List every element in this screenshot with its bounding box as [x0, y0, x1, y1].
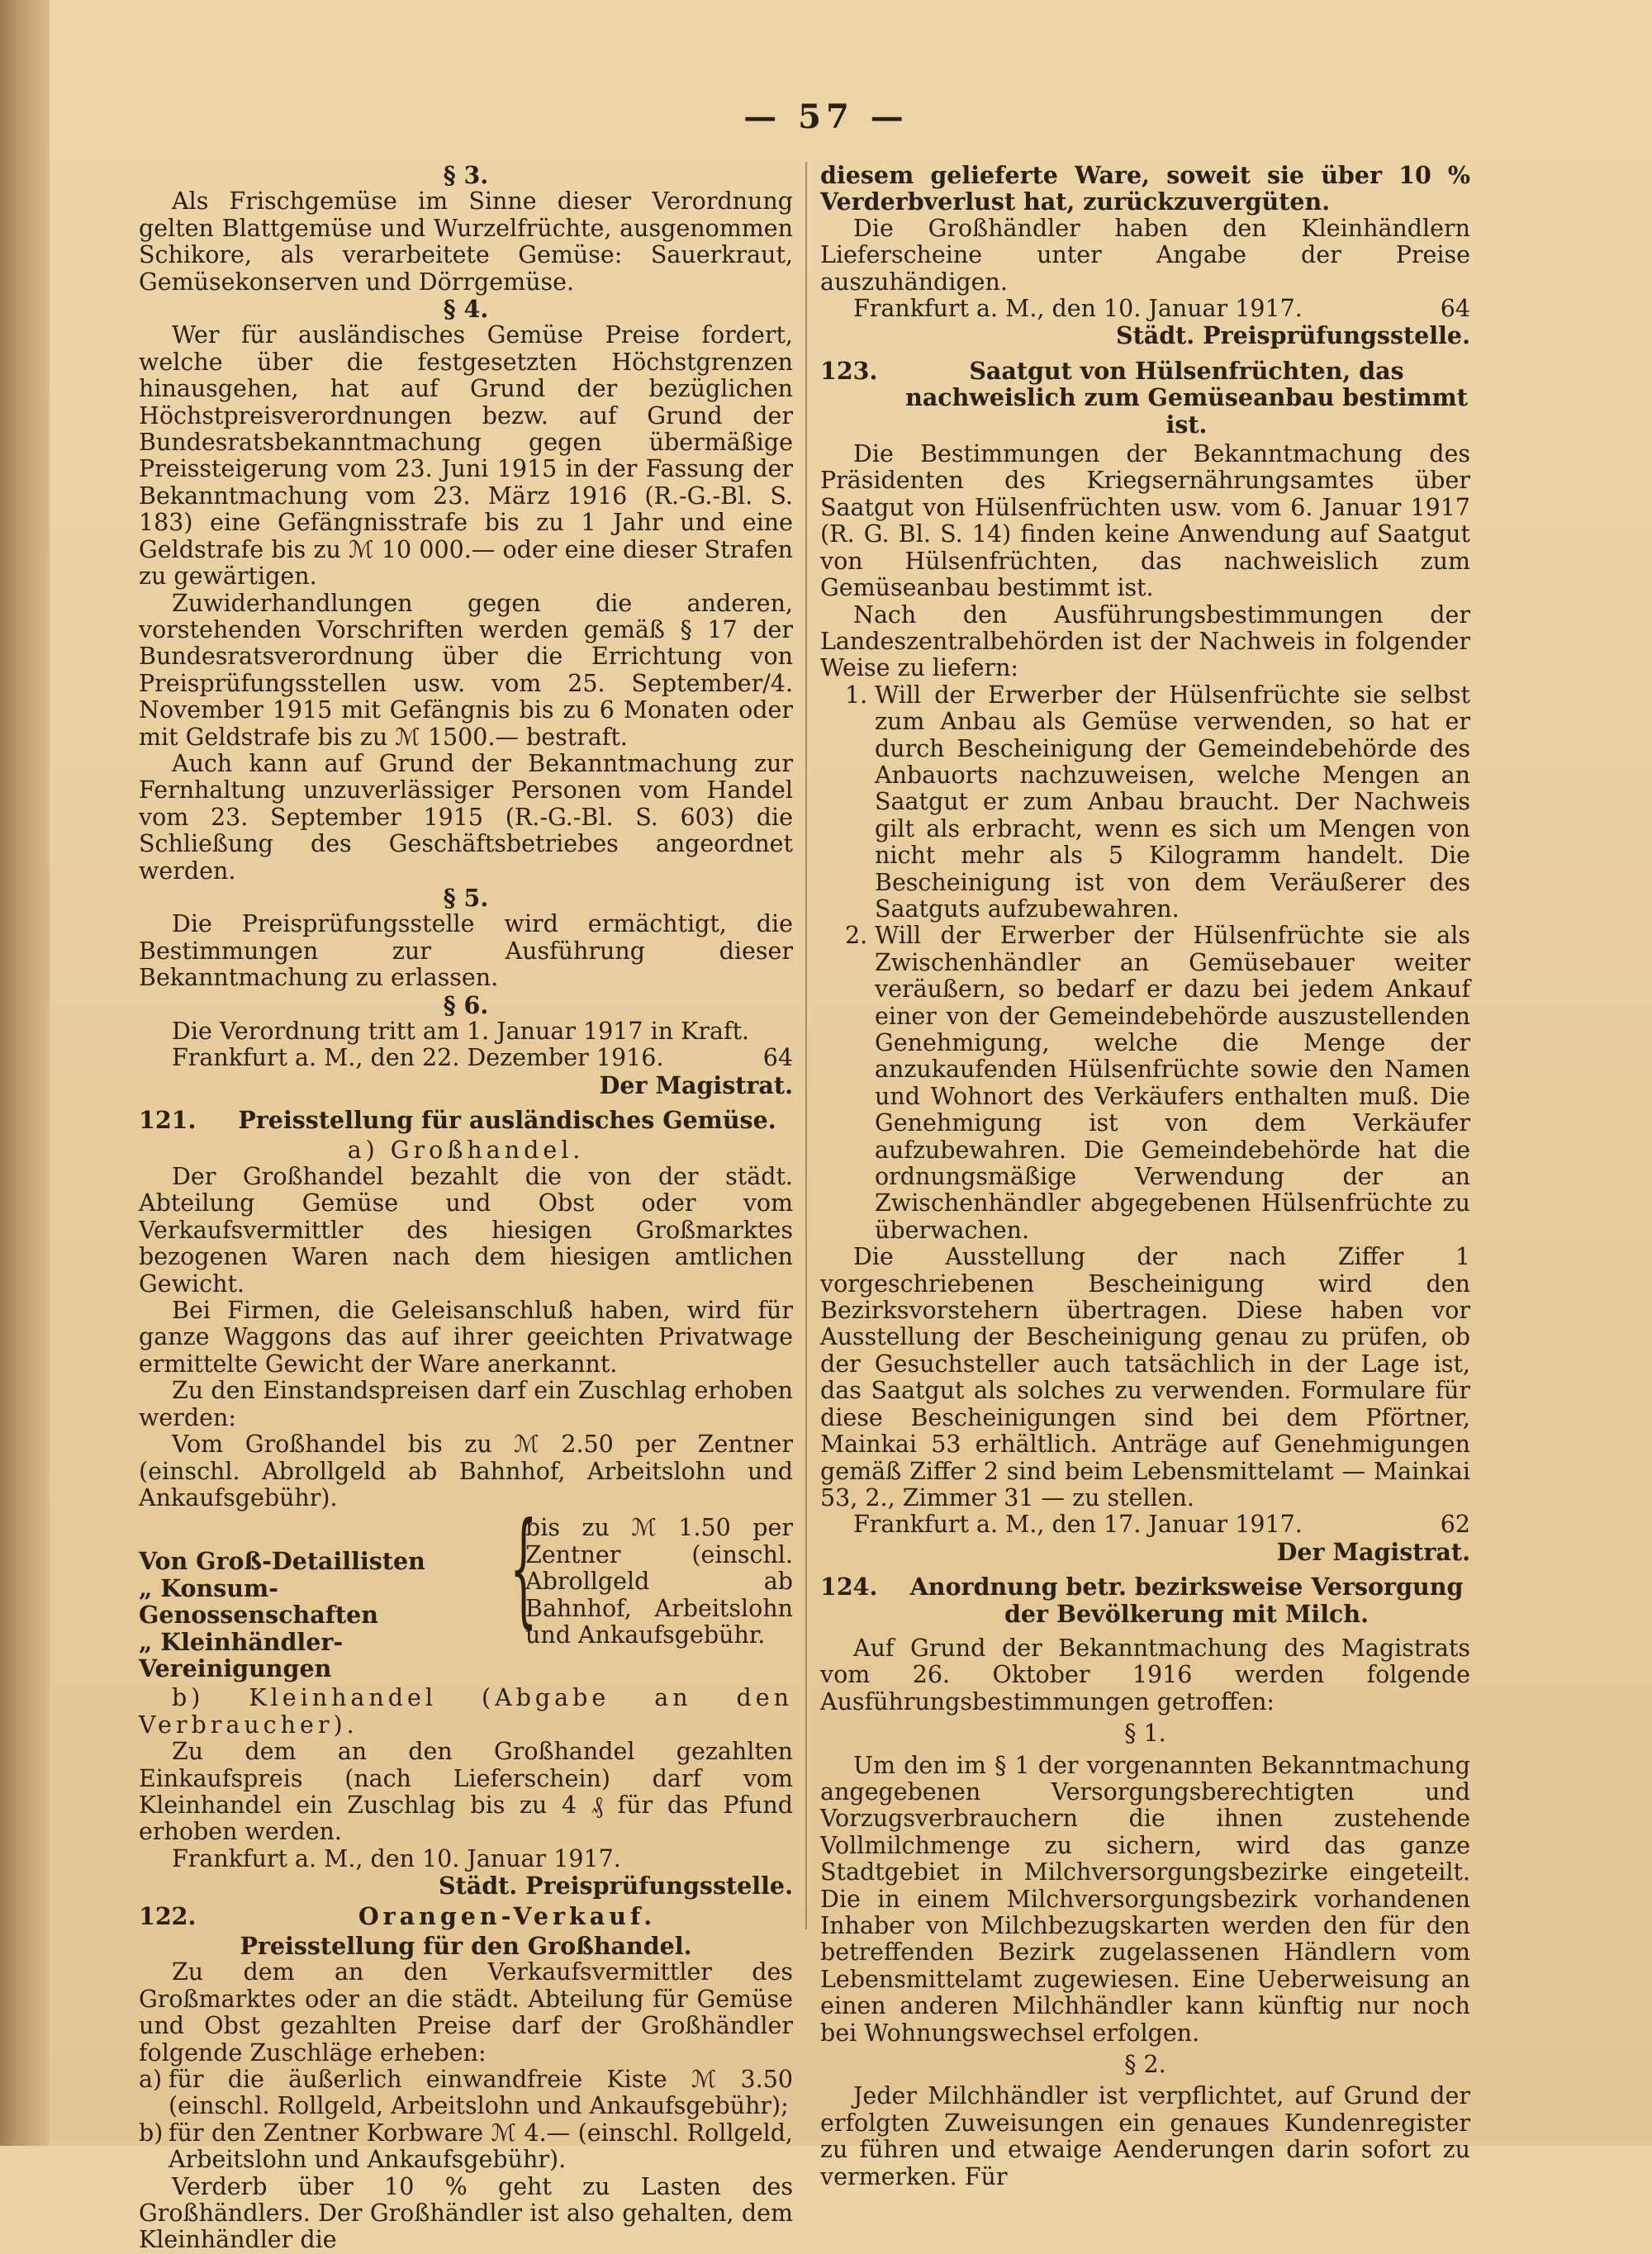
item-label: 1. — [845, 681, 868, 709]
article-title: Preisstellung für ausländisches Gemüse. — [238, 1106, 776, 1135]
brace-label: Von Groß-Detaillisten — [139, 1547, 425, 1576]
article-heading — [820, 1573, 1470, 1627]
article-heading — [820, 358, 1470, 438]
paragraph: Vom Großhandel bis zu ℳ 2.50 per Zentner (einschl. Abrollgeld ab Bahnhof, Arbeitslohn und Ankaufsgebühr). — [139, 1431, 793, 1511]
article-number: 122. — [139, 1901, 197, 1930]
signature: Städt. Preisprüfungsstelle. — [439, 1872, 793, 1900]
dateline — [820, 1511, 1470, 1538]
article-heading — [139, 1903, 793, 1929]
paragraph: Als Frischgemüse im Sinne dieser Verordnung gelten Blattgemüse und Wurzelfrüchte, ausgenommen Schikore, als verarbeitete Gemüse: Sauerkraut, Gemüsekonserven und Dörrgemüse. — [139, 187, 793, 296]
paragraph: Um den im § 1 der vorgenannten Bekanntmachung angegebenen Versorgungsberechtigten und Vorzugsverbrauchern die ihnen zustehende Vollmilchmenge zu sichern, wird das ganze Stadtgebiet in Milchversorgungsbezirke eingeteilt. Die in einem Milchversorgungsbezirk vorhandenen Inhaber von Milchbezugskarten werden den für den betreffenden Bezirk zugelassenen Händlern vom Lebensmittelamt zugewiesen. Eine Ueberweisung an einen anderen Milchhändler kann künftig nur noch bei Wohnungswechsel erfolgen. — [820, 1751, 1470, 2047]
date-text: Frankfurt a. M., den 10. Januar 1917. — [172, 1844, 621, 1872]
article-number: 121. — [139, 1106, 197, 1135]
signature: Der Magistrat. — [599, 1070, 793, 1099]
section-heading: § 5. — [443, 883, 489, 912]
item-text: für den Zentner Korbware ℳ 4.— (einschl. Rollgeld, Arbeitslohn und Ankaufsgebühr). — [169, 2119, 793, 2174]
page-number: — 57 — — [743, 97, 909, 136]
item-label: 2. — [845, 922, 868, 950]
brace-labels — [139, 1515, 502, 1682]
brace-label: „ Konsum-Genossenschaften — [139, 1573, 379, 1630]
brace-text: bis zu ℳ 1.50 per Zentner (einschl. Abrollgeld ab Bahnhof, Arbeitslohn und Ankaufsgebühr. — [525, 1514, 793, 1649]
reference-number: 64 — [762, 1044, 793, 1072]
item-label: a) — [139, 2066, 163, 2094]
list-item — [820, 682, 1470, 923]
paragraph: Die Ausstellung der nach Ziffer 1 vorgeschriebenen Bescheinigung wird den Bezirksvorstehern übertragen. Diese haben vor Ausstellung der Bescheinigung genau zu prüfen, ob der Gesuchsteller auch tatsächlich in der Lage ist, das Saatgut als solches zu verwenden. Formulare für diese Bescheinigungen sind bei dem Pförtner, Mainkai 53 erhältlich. Anträge auf Genehmigungen gemäß Ziffer 2 sind beim Lebensmittelamt — Mainkai 53, 2., Zimmer 31 — zu stellen. — [820, 1243, 1470, 1511]
article-number: 124. — [820, 1573, 878, 1602]
list-item — [820, 923, 1470, 1244]
brace-block — [139, 1497, 793, 1682]
paragraph: Der Großhandel bezahlt die von der städt. Abteilung Gemüse und Obst oder vom Verkaufsvermittler des hiesigen Großmarktes bezogenen Waren nach dem hiesigen amtlichen Gewicht. — [139, 1163, 793, 1298]
list-item — [139, 2120, 793, 2174]
paragraph: Bei Firmen, die Geleisanschluß haben, wird für ganze Waggons das auf ihrer geeichten Privatwage ermittelte Gewicht der Ware anerkannt. — [139, 1297, 793, 1378]
paragraph: Zu dem an den Großhandel gezahlten Einkaufspreis (nach Lieferschein) darf vom Kleinhandel ein Zuschlag bis zu 4 ₰ für das Pfund erhoben werden. — [139, 1738, 793, 1846]
paragraph: Auf Grund der Bekanntmachung des Magistrats vom 26. Oktober 1916 werden folgende Ausführungsbestimmungen getroffen: — [820, 1634, 1470, 1715]
section-heading: § 1. — [1124, 1720, 1166, 1748]
paragraph: diesem gelieferte Ware, soweit sie über 10 % Verderbverlust hat, zurückzuvergüten. — [820, 161, 1470, 216]
paragraph: Die Verordnung tritt am 1. Januar 1917 in Kraft. — [172, 1018, 750, 1045]
paragraph: Die Großhändler haben den Kleinhändlern Lieferscheine unter Angabe der Preise auszuhändigen. — [820, 214, 1470, 296]
signature: Städt. Preisprüfungsstelle. — [1116, 321, 1470, 350]
signature: Der Magistrat. — [1276, 1537, 1470, 1566]
article-heading — [139, 1107, 793, 1133]
date-text: Frankfurt a. M., den 17. Januar 1917. — [853, 1511, 1303, 1539]
paragraph: Die Bestimmungen der Bekanntmachung des Präsidenten des Kriegsernährungsamtes über Saatgut von Hülsenfrüchten usw. vom 6. Januar 1917 (R. G. Bl. S. 14) finden keine Anwendung auf Saatgut von Hülsenfrüchten, das nachweislich zum Gemüseanbau bestimmt ist. — [820, 440, 1470, 602]
left-column — [139, 162, 793, 2254]
scan-edge — [0, 0, 50, 2146]
list-item — [139, 2067, 793, 2120]
brace-label: „ Kleinhändler-Vereinigungen — [139, 1627, 344, 1682]
paragraph: Nach den Ausführungsbestimmungen der Landeszentralbehörden ist der Nachweis in folgender Weise zu liefern: — [820, 600, 1470, 682]
item-text: Will der Erwerber der Hülsenfrüchte sie als Zwischenhändler an Gemüsebauer weiter veräußern, so bedarf er dazu bei jedem Ankauf einer von der Gemeindebehörde auszustellenden Genehmigung, welche die Menge der anzukaufenden Hülsenfrüchte sowie den Namen und Wohnort des Verkäufers enthalten muß. Die Genehmigung ist von dem Verkäufer aufzubewahren. Die Gemeindebehörde hat die ordnungsmäßige Verwendung der an Zwischenhändler abgegebenen Hülsenfrüchte zu überwachen. — [875, 922, 1470, 1244]
dateline — [820, 296, 1470, 322]
paragraph: Wer für ausländisches Gemüse Preise fordert, welche über die festgesetzten Höchstgrenzen hinausgehen, hat auf Grund der bezüglichen Höchstpreisverordnungen bezw. auf Grund der Bundesratsbekanntmachung gegen übermäßige Preissteigerung vom 23. Juni 1915 in der Fassung der Bekanntmachung vom 23. März 1916 (R.-G.-Bl. S. 183) eine Gefängnisstrafe bis zu 1 Jahr und eine Geldstrafe bis zu ℳ 10 000.— oder eine dieser Strafen zu gewärtigen. — [139, 321, 793, 591]
subsection-heading: a) Großhandel. — [347, 1136, 585, 1164]
paragraph: Jeder Milchhändler ist verpflichtet, auf Grund der erfolgten Zuweisungen ein genaues Kundenregister zu führen und etwaige Aenderungen darin sofort zu vermerken. Für — [820, 2082, 1470, 2190]
article-number: 123. — [820, 356, 878, 385]
paragraph: Verderb über 10 % geht zu Lasten des Großhändlers. Der Großhändler ist also gehalten, dem Kleinhändler die — [139, 2172, 793, 2254]
subsection-heading: b) Kleinhandel (Abgabe an den Verbraucher). — [139, 1684, 793, 1739]
article-subtitle: Preisstellung für den Großhandel. — [240, 1932, 692, 1960]
reference-number: 62 — [1440, 1511, 1470, 1539]
paragraph: Die Preisprüfungsstelle wird ermächtigt, die Bestimmungen zur Ausführung dieser Bekanntmachung zu erlassen. — [139, 910, 793, 992]
date-text: Frankfurt a. M., den 10. Januar 1917. — [853, 295, 1303, 323]
reference-number: 64 — [1440, 295, 1470, 323]
right-column — [820, 162, 1470, 2190]
item-label: b) — [139, 2119, 164, 2147]
item-text: Will der Erwerber der Hülsenfrüchte sie selbst zum Anbau als Gemüse verwenden, so hat er durch Bescheinigung der Gemeindebehörde des Anbauorts nachzuweisen, welche Mengen an Saatgut er zum Anbau braucht. Der Nachweis gilt als erbracht, wenn es sich um Mengen von nicht mehr als 5 Kilogramm handelt. Die Bescheinigung ist von dem Veräußerer des Saatguts aufzubewahren. — [875, 681, 1470, 923]
dateline — [139, 1045, 793, 1071]
paragraph: Zu dem an den Verkaufsvermittler des Großmarktes oder an die städt. Abteilung für Gemüse und Obst gezahlten Preise darf der Großhändler folgende Zuschläge erheben: — [139, 1958, 793, 2067]
column-divider — [805, 162, 807, 1929]
item-text: für die äußerlich einwandfreie Kiste ℳ 3.50 (einschl. Rollgeld, Arbeitslohn und Ankaufsgebühr); — [169, 2066, 793, 2120]
date-text: Frankfurt a. M., den 22. Dezember 1916. — [172, 1044, 664, 1072]
section-heading: § 4. — [443, 295, 489, 324]
article-title: Orangen-Verkauf. — [358, 1901, 657, 1930]
paragraph: Zuwiderhandlungen gegen die anderen, vorstehenden Vorschriften werden gemäß § 17 der Bundesratsverordnung über die Errichtung von Preisprüfungsstellen usw. vom 25. September/4. November 1915 mit Gefängnis bis zu 6 Monaten oder mit Geldstrafe bis zu ℳ 1500.— bestraft. — [139, 589, 793, 751]
section-heading: § 3. — [443, 161, 489, 189]
section-heading: § 6. — [443, 990, 489, 1019]
paragraph: Auch kann auf Grund der Bekanntmachung zur Fernhaltung unzuverlässiger Personen vom Handel vom 23. September 1915 (R.-G.-Bl. S. 603) die Schließung des Geschäftsbetriebes angeordnet werden. — [139, 749, 793, 885]
brace-icon: { — [510, 1497, 538, 1641]
article-title: Saatgut von Hülsenfrüchten, das nachweislich zum Gemüseanbau bestimmt ist. — [905, 356, 1468, 439]
section-heading: § 2. — [1124, 2051, 1166, 2079]
article-title: Anordnung betr. bezirksweise Versorgung der Bevölkerung mit Milch. — [909, 1573, 1464, 1628]
paragraph: Zu den Einstandspreisen darf ein Zuschlag erhoben werden: — [139, 1377, 793, 1431]
